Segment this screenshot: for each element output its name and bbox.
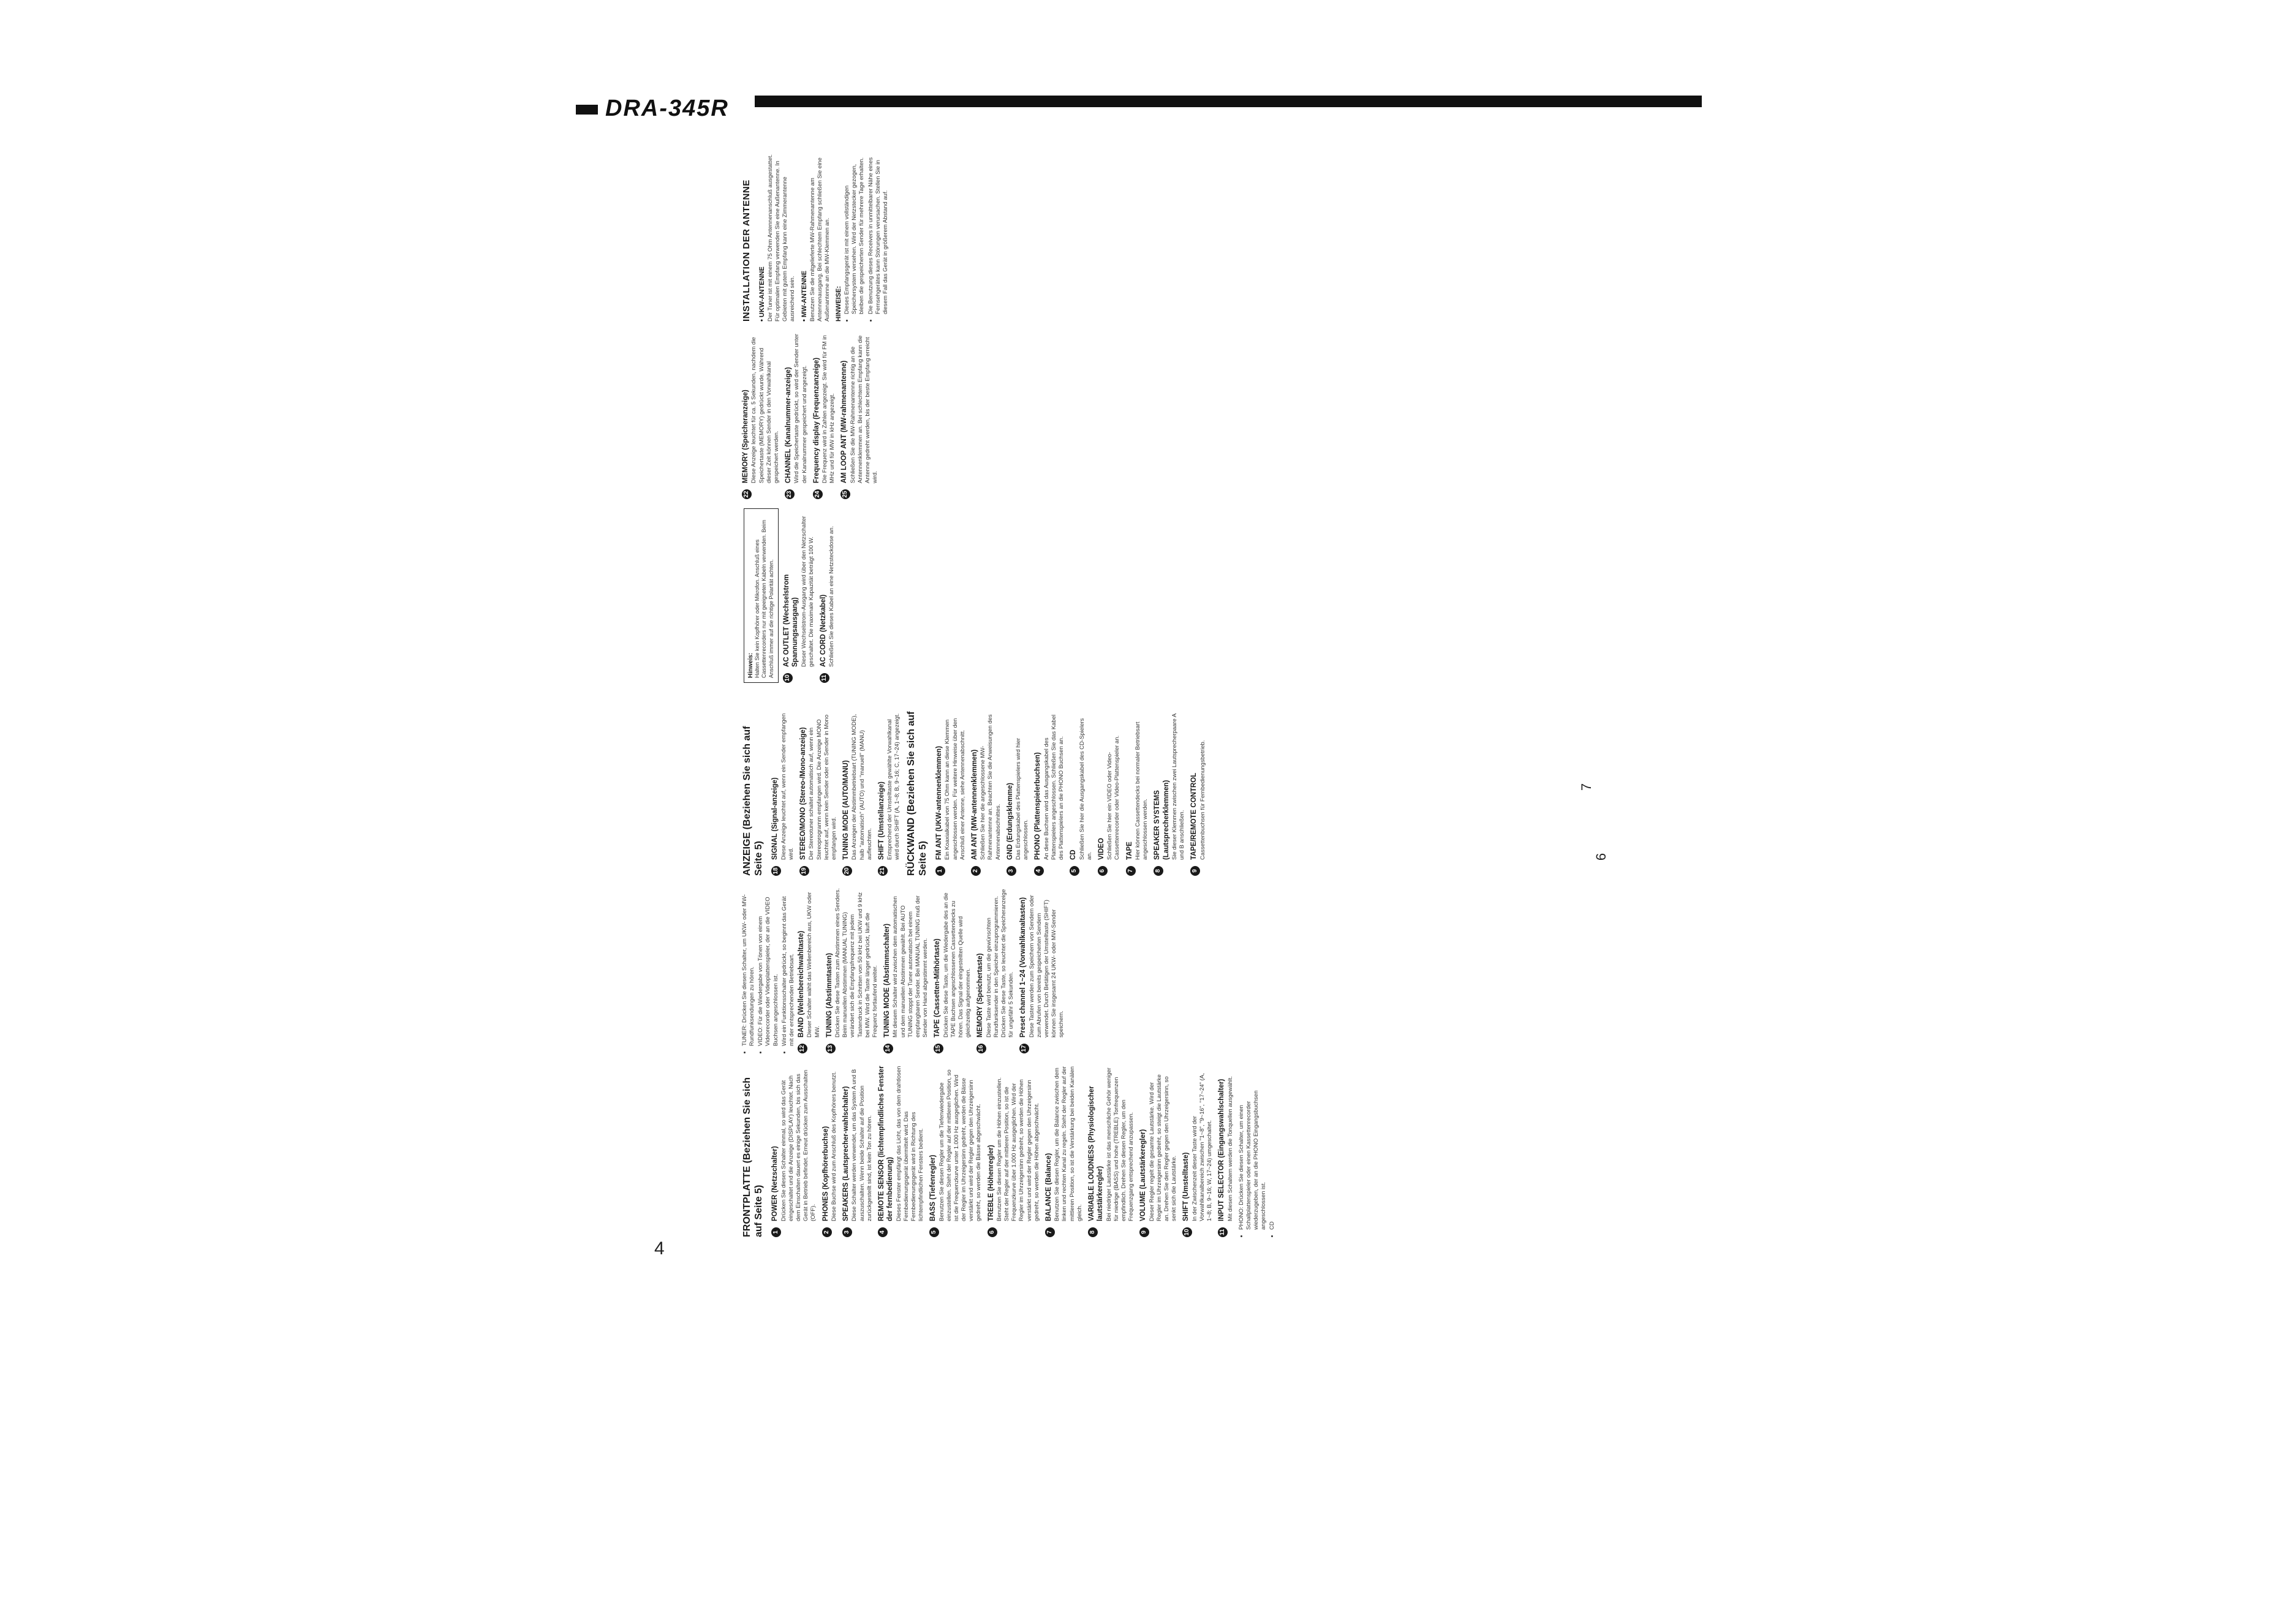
item-title: TUNING MODE (AUTO/MANU) xyxy=(842,760,850,860)
note-box xyxy=(744,508,779,683)
antenna-notes-title: HINWEISE: xyxy=(835,285,843,322)
item-body: Cassettenbuchsen für Fernbedienungsbetrieb. xyxy=(1199,740,1206,860)
item-body: Dieses Fenster empfängt das Licht, das von dem drahtlosen Fernbedienungsgerät übermittelt wird. Das Fernbedienungsgerät wird in Richtung des lichtempfindlichen Fensters bedient. xyxy=(895,1066,925,1221)
item-body: Der Stereotuner schaltet automatisch auf, wenn ein Stereoprogramm empfangen wird. Die Anzeige MONO leuchtet auf, wenn kein Sender oder ein Sender in Mono empfangen wird. xyxy=(808,714,837,860)
item-title: PHONES (Kopfhörerbuchse) xyxy=(821,1126,829,1221)
item-body: Schließen Sie hier die Ausgangskabel des CD-Spielers an. xyxy=(1078,718,1093,860)
item-body: An diese Buchsen wird das Ausgangskabel des Plattenspielers angeschlossen. Schließen Sie das Kabel des Plattenspielers an die PHONO Buchsen an. xyxy=(1043,714,1065,860)
antenna-am-body: Benutzen Sie die mitgelieferte MW-Rahmenantenne am Antennenausgang. Bei schlechtem Empfang schließen Sie eine Außenantenne an die MW-Klemmen an. xyxy=(809,157,831,322)
bullet-item: • Wird ein Funktionsschalter gedrückt, so beginnt das Gerät mit der entsprechenden Betriebsart. xyxy=(781,888,796,1046)
item-number-badge: 22 xyxy=(742,489,752,499)
item-body: Hier können Cassettendecks bei normaler Betriebsart angeschlossen werden. xyxy=(1134,721,1149,860)
list-item xyxy=(842,710,874,876)
item-number-badge: 11 xyxy=(820,673,829,683)
item-body: Dieser Regler regelt die gesamte Lautstärke. Wird der Regler im Uhrzeigersinn gedreht, so steigt die Lautstärke an. Drehen Sie den Regler gegen den Uhrzeigersinn, so senkt sich die Lautstärke. xyxy=(1148,1074,1178,1221)
rear-panel-cont-column xyxy=(741,508,1531,683)
list-item xyxy=(970,710,1002,876)
item-title: BALANCE (Balance) xyxy=(1044,1153,1052,1221)
antenna-column xyxy=(741,147,1531,322)
item-body: Schließen Sie die MW-Rahmenantenne richtig an die Antennenklemmen an. Bei schlechtem Empfang kann die Antenne gedreht werden, bis der beste Empfang erreicht wird. xyxy=(849,335,879,483)
item-number-badge: 8 xyxy=(1088,1227,1098,1237)
item-body: Bei niedriger Lautstärke ist das menschliche Gehör weniger für niedrige (BASS) und hohe (TREBLE) Tonfrequenzen empfindlich. Drehen Sie diesen Regler, um den Frequenzgang entsprechend anzupassen. xyxy=(1105,1068,1135,1221)
item-body: Mit diesen Schaltern werden die Tonquellen ausgewählt. xyxy=(1226,1076,1234,1221)
list-item xyxy=(929,1066,983,1237)
list-item xyxy=(1182,1066,1214,1237)
item-number-badge: 1 xyxy=(935,866,945,876)
item-body: Drücken Sie diese Tasten zum Abstimmen eines Senders. Beim manuellen Abstimmen (MANUAL TUNING) verändert sich die Empfangsfrequenz mit jedem Tastendruck in Schritten von 50 kHz bei UKW und 9 kHz bei MW. Wird die Taste länger gedrückt, läuft die Frequenz fortlaufend weiter. xyxy=(834,888,878,1037)
page-number-left: 4 xyxy=(654,1238,665,1259)
list-item xyxy=(782,508,815,683)
item-number-badge: 3 xyxy=(1006,866,1016,876)
list-item xyxy=(741,331,780,499)
item-body: Die Frequenz wird in Zahlen angezeigt. Sie wird für FM in MHz und für MW in kHz angezeigt. xyxy=(821,335,836,483)
item-body: Sie dieser Klemmen zwischen zwei Lautsprecherpaare A und B anschließen. xyxy=(1171,714,1186,860)
antenna-am-title: • MW-ANTENNE xyxy=(800,270,808,322)
item-title: GND (Erdungsklemme) xyxy=(1006,783,1014,860)
item-title: SHIFT (Umstelltaste) xyxy=(1182,1152,1190,1221)
item-number-badge: 20 xyxy=(842,866,852,876)
item-title: FM ANT (UKW-antennenklemmen) xyxy=(935,746,943,860)
item-title: MEMORY (Speichertaste) xyxy=(976,953,984,1037)
model-name: DRA-345R xyxy=(605,96,729,121)
item-number-badge: 9 xyxy=(1139,1227,1149,1237)
item-body: Das Erdungskabel des Plattenspielers wird hier angeschlossen. xyxy=(1015,737,1030,860)
item-title: STEREO/MONO (Stereo-/Mono-anzeige) xyxy=(799,727,807,860)
list-item xyxy=(987,1066,1041,1237)
item-title: TAPE xyxy=(1125,842,1133,860)
list-item xyxy=(877,710,902,876)
item-title: POWER (Netzschalter) xyxy=(771,1146,779,1221)
item-number-badge: 14 xyxy=(883,1044,893,1053)
bullet-item: • TUNER: Drücken Sie diesen Schalter, um UKW- oder MW-Rundfunksendungen zu hören. xyxy=(741,888,756,1046)
item-title: TAPE (Cassetten-Mithörtaste) xyxy=(934,938,942,1037)
item-title: BASS (Tiefenregler) xyxy=(929,1154,937,1221)
item-title: VARIABLE LOUDNESS (Physiologischer lautstärkeregler) xyxy=(1087,1086,1105,1221)
item-title: TREBLE (Höhenregler) xyxy=(987,1145,995,1221)
item-number-badge: 11 xyxy=(1218,1227,1228,1237)
item-body: Wird die Speichertaste gedrückt, so wird der Sender unter der Kanalnummer gespeichert und angezeigt. xyxy=(793,334,808,483)
list-item xyxy=(1044,1066,1084,1237)
item-body: Diese Anzeige leuchtet für ca. 5 Sekunden, nachdem die Speichertaste (MEMORY) gedrückt wurde. Während dieser Zeit können Sender in den Vorwahlkanal gespeichert werden. xyxy=(750,337,780,483)
item-number-badge: 5 xyxy=(929,1227,939,1237)
section-title-antenna: INSTALLATION DER ANTENNE xyxy=(741,179,752,322)
item-body: Schließen Sie dieses Kabel an eine Netzsteckdose an. xyxy=(828,525,836,667)
item-body: Diese Tasten werden zum Speichern von Sendern oder zum Abrufen von bereits gespeicherten Sendern verwendet. Durch Betätigen der Umstelltaste (SHIFT) können Sie insgesamt 24 UKW- oder MW-Sender speichern. xyxy=(1028,895,1065,1037)
item-number-badge: 1 xyxy=(771,1227,781,1237)
list-item xyxy=(797,888,821,1053)
list-item xyxy=(1087,1066,1135,1237)
page-right xyxy=(741,147,1531,683)
note-body: Halten Sie kein Kopfhörer oder Mikrofon. Anschluß eines Cassettenrecorders nur mit geeigneten Kabeln verwenden. Beim Anschluß immer auf die richtige Polarität achten. xyxy=(754,519,774,678)
item-number-badge: 23 xyxy=(785,489,795,499)
section-title-front-panel: FRONTPLATTE (Beziehen Sie sich auf Seite 5) xyxy=(742,1077,765,1237)
item-number-badge: 18 xyxy=(771,866,781,876)
list-item xyxy=(1217,1066,1234,1237)
item-body: In der Zwischenzeit dieser Taste wird der Vorwahlkanalbereich zwischen "1~8", "9~16", "17~24" (A, 1~8; B, 9~16; W, 17~24) umgeschaltet. xyxy=(1191,1073,1213,1221)
item-title: TAPE/REMOTE CONTROL xyxy=(1190,772,1198,860)
item-body: Ein Koaxialkabel von 75 Ohm kann an diese Klemmen angeschlossen werden. Für weitere Hinweise über den Anschluß einer Antenne, siehe Antennenabschnitt. xyxy=(944,718,966,860)
item-title: AM ANT (MW-antennenklemmen) xyxy=(970,749,978,860)
item-number-badge: 17 xyxy=(1019,1044,1029,1053)
item-body: Dieser Schalter wählt das Wellenbereich aus, UKW oder MW. xyxy=(806,892,821,1037)
item-number-badge: 19 xyxy=(799,866,809,876)
item-number-badge: 9 xyxy=(1190,866,1200,876)
item-number-badge: 12 xyxy=(798,1044,807,1053)
item-title: INPUT SELECTOR (Eingangswahlschalter) xyxy=(1218,1079,1226,1221)
item-body: Das Anzeigen der Abstimmbetriebsart (TUNING MODE), halb "automatisch" (AUTO) und "manuell" (MANU) aufleuchten. xyxy=(851,714,873,860)
item-body: Schließen Sie hier die angeschlossene MW-Rahmenantenne an. Beachten Sie die Anweisungen des Antennenabschnittes. xyxy=(980,714,1002,860)
item-title: SPEAKERS (Lautsprecher-wahlschalter) xyxy=(842,1086,850,1221)
item-body: Diese Taste wird benutzt, um die gewünschten Rundfunksender in den Speicher einzuprogrammieren. Drücken Sie diese Taste, so leuchtet die Speicheranzeige für ungefähr 5 Sekunden. xyxy=(985,889,1015,1037)
item-number-badge: 15 xyxy=(934,1044,943,1053)
front-panel-column xyxy=(741,1066,1531,1237)
list-item xyxy=(840,331,879,499)
item-title: Preset channel 1~24 (Vorwahlkanaltasten) xyxy=(1019,897,1027,1037)
list-item xyxy=(1019,888,1065,1053)
item-number-badge: 2 xyxy=(822,1227,832,1237)
bullet-item: • Die Benutzung dieses Receivers in unmittelbarer Nähe eines Fernsehgerätes kann Störungen verursachen. Stellen Sie in diesem Fall das Gerät in größerem Abstand auf. xyxy=(867,147,889,314)
item-body: Benutzen Sie diesen Regler um die Höhen einzustellen. Steht der Regler auf der mittleren Position, so ist die Frequenzkurve über 1.000 Hz ausgeglichen. Wird der Regler im Uhrzeigersinn gedreht, so werden die Höhen verstärkt und wird der Regler gegen den Uhrzeigersinn gedreht, so werden die Höhen abgeschwächt. xyxy=(995,1077,1040,1221)
item-body: Drücken Sie diesen Schalter einmal, so wird das Gerät eingeschaltet und die Anzeige (DISPLAY) leuchtet. Nach dem Einschalten dauert es einige Sekunden, bis sich das Gerät in Betrieb befindet. Erneut drücken zum Ausschalten (OFF). xyxy=(780,1069,817,1221)
list-item xyxy=(1190,710,1207,876)
note-title: Hinweis: xyxy=(747,652,754,678)
item-number-badge: 7 xyxy=(1045,1227,1055,1237)
list-item xyxy=(771,710,795,876)
item-body: Diese Anzeige leuchtet auf, wenn ein Sender empfangen wird. xyxy=(780,713,795,860)
item-number-badge: 6 xyxy=(988,1227,997,1237)
item-title: AM LOOP ANT (MW-rahmenantenne) xyxy=(840,360,848,483)
item-title: TUNING MODE (Abstimmschalter) xyxy=(883,924,891,1037)
item-title: AC CORD (Netzkabel) xyxy=(819,594,827,667)
item-number-badge: 21 xyxy=(878,866,888,876)
list-item xyxy=(1069,710,1093,876)
list-item xyxy=(976,888,1015,1053)
item-body: Diese Schalter werden verwendet, um das System A und B auszuschalten. Wenn beide Schalter auf die Position zurückgestellt sind, ist kein Ton zu hören. xyxy=(851,1069,873,1221)
item-title: REMOTE SENSOR (lichtempfindliches Fenster der fernbedienung) xyxy=(877,1066,894,1221)
display-cont-column xyxy=(741,331,1531,499)
item-body: Schließen Sie hier ein VIDEO oder Video-Cassettenrecorder oder Video-Plattenspieler an. xyxy=(1106,735,1121,860)
front-panel-cont-column xyxy=(741,888,1531,1053)
item-number-badge: 4 xyxy=(878,1227,888,1237)
item-title: Frequency display (Frequenzanzeige) xyxy=(812,357,820,483)
item-number-badge: 25 xyxy=(840,489,850,499)
item-title: VOLUME (Lautstärkeregler) xyxy=(1139,1129,1147,1221)
page-number-right: 7 xyxy=(1579,783,1595,791)
list-item xyxy=(812,331,837,499)
item-title: VIDEO xyxy=(1097,838,1105,860)
page-number-middle: 6 xyxy=(1593,853,1609,861)
rotated-spread xyxy=(741,147,1531,1237)
bullet-item: • Dieses Empfangsgerät ist mit einem vollständigen Speichersystem versehen. Wird der Netzstecker gezogen, bleiben die gespeicherten Sender für mehrere Tage erhalten. xyxy=(844,147,866,314)
item-number-badge: 10 xyxy=(1182,1227,1192,1237)
list-item xyxy=(933,888,972,1053)
item-title: AC OUTLET (Wechselstrom Spannungsausgang) xyxy=(782,574,799,667)
item-number-badge: 8 xyxy=(1154,866,1163,876)
item-number-badge: 5 xyxy=(1070,866,1079,876)
item-body: Mit diesem Schalter wird zwischen dem automatischen und dem manuellen Abstimmen gewählt. Bei AUTO TUNING stoppt der Tuner automatisch bei einem empfangbaren Sender. Bei MANUAL TUNING muß der Sender von Hand abgestimmt werden. xyxy=(892,895,929,1037)
item-title: SIGNAL (Signal-anzeige) xyxy=(771,777,779,860)
item-number-badge: 4 xyxy=(1034,866,1044,876)
item-number-badge: 13 xyxy=(826,1044,836,1053)
list-item xyxy=(1033,710,1065,876)
list-item xyxy=(1153,710,1186,876)
page-header xyxy=(571,92,1702,121)
item-title: TUNING (Abstimmtasten) xyxy=(825,952,833,1037)
item-number-badge: 10 xyxy=(783,673,793,683)
item-title: MEMORY (Speicheranzeige) xyxy=(742,390,749,483)
item-body: Drücken Sie diese Taste, um die Wiedergabe des an die TAPE Buchsen angeschlossenen Cassettendecks zu hören. Das Signal der eingestellten Quelle wird gleichzeitig aufgenommen. xyxy=(942,892,972,1037)
list-item xyxy=(771,1066,817,1237)
list-item xyxy=(799,710,838,876)
list-item xyxy=(821,1066,839,1237)
list-item xyxy=(1006,710,1030,876)
section-title-rear-panel: RÜCKWAND (Beziehen Sie sich auf Seite 5) xyxy=(905,711,928,876)
list-item xyxy=(819,508,836,683)
list-item xyxy=(1139,1066,1178,1237)
list-item xyxy=(883,888,929,1053)
item-body: Entsprechend der Umstelltaste gewählte Vorwahlkanal wird durch SHIFT (A, 1~8; B, 9~16; C, 17~24) angezeigt. xyxy=(886,713,901,860)
item-body: Diese Buchse wird zum Anschluß des Kopfhörers benutzt. xyxy=(830,1071,837,1221)
item-number-badge: 6 xyxy=(1098,866,1108,876)
antenna-fm-title: • UKW-ANTENNE xyxy=(758,266,766,322)
bullet-item: • VIDEO: Für die Wiedergabe von Tönen von einem Videorecorder oder Videoplattenspieler, der an die VIDEO Buchsen angeschlossen ist. xyxy=(757,888,779,1046)
list-item xyxy=(784,331,809,499)
item-title: PHONO (Plattenspielerbuchsen) xyxy=(1034,752,1042,860)
antenna-fm-body: Der Tuner ist mit einem 75 Ohm Antennenanschluß ausgestattet. Für optimalen Empfang verwenden Sie eine Außenantenne. In Gebieten mit gutem Empfang kann eine Zimmerantenne ausreichend sein. xyxy=(767,154,796,322)
page-left xyxy=(741,710,1531,1237)
item-body: Benutzen Sie diesen Regler um die Tiefenwiedergabe einzustellen. Steht der Regler auf der mittleren Position, so ist die Frequenzkurve unter 1.000 Hz ausgeglichen. Wird der Regler im Uhrzeigersinn gedreht, werden die Bässe verstärkt und wird der Regler gegen den Uhrzeigersinn gedreht, so werden die Bässe abgeschwächt. xyxy=(938,1069,983,1221)
brand-mark-icon xyxy=(576,105,598,115)
list-item xyxy=(1097,710,1122,876)
display-and-rear-column xyxy=(741,710,1531,876)
item-number-badge: 24 xyxy=(813,489,823,499)
item-title: BAND (Wellenbereichwahltaste) xyxy=(798,930,806,1037)
item-number-badge: 16 xyxy=(976,1044,986,1053)
item-number-badge: 3 xyxy=(842,1227,852,1237)
bullet-item: • PHONO: Drücken Sie diesen Schalter, um einen Schallplattenspieler oder einen Kassettenrecorder wiederzugeben, der an die PHONO Eingangsbuchsen angeschlossen ist. xyxy=(1238,1066,1268,1230)
list-item xyxy=(877,1066,925,1237)
item-body: Benutzen Sie diesen Regler, um die Balance zwischen dem linken und rechten Kanal zu regeln. Steht der Regler auf der mittleren Position, so ist die Verstärkung bei beiden Kanälen gleich. xyxy=(1054,1066,1083,1221)
list-item xyxy=(825,888,879,1053)
item-number-badge: 7 xyxy=(1126,866,1136,876)
item-number-badge: 2 xyxy=(971,866,981,876)
header-rule xyxy=(755,96,1702,107)
list-item xyxy=(1125,710,1150,876)
section-title-display: ANZEIGE (Beziehen Sie sich auf Seite 5) xyxy=(742,726,765,876)
item-title: CHANNEL (Kanalnummer-anzeige) xyxy=(785,367,792,483)
item-title: SHIFT (Umstellanzeige) xyxy=(877,781,885,860)
bullet-item: • CD xyxy=(1269,1066,1276,1230)
list-item xyxy=(935,710,967,876)
item-title: SPEAKER SYSTEMS (Lautsprecherklemmen) xyxy=(1154,780,1170,860)
item-body: Dieser Wechselstrom-Ausgang wird über den Netzschalter geschaltet. Die maximale Kapazität beträgt 100 W. xyxy=(800,516,815,667)
list-item xyxy=(842,1066,874,1237)
item-title: CD xyxy=(1070,849,1078,860)
